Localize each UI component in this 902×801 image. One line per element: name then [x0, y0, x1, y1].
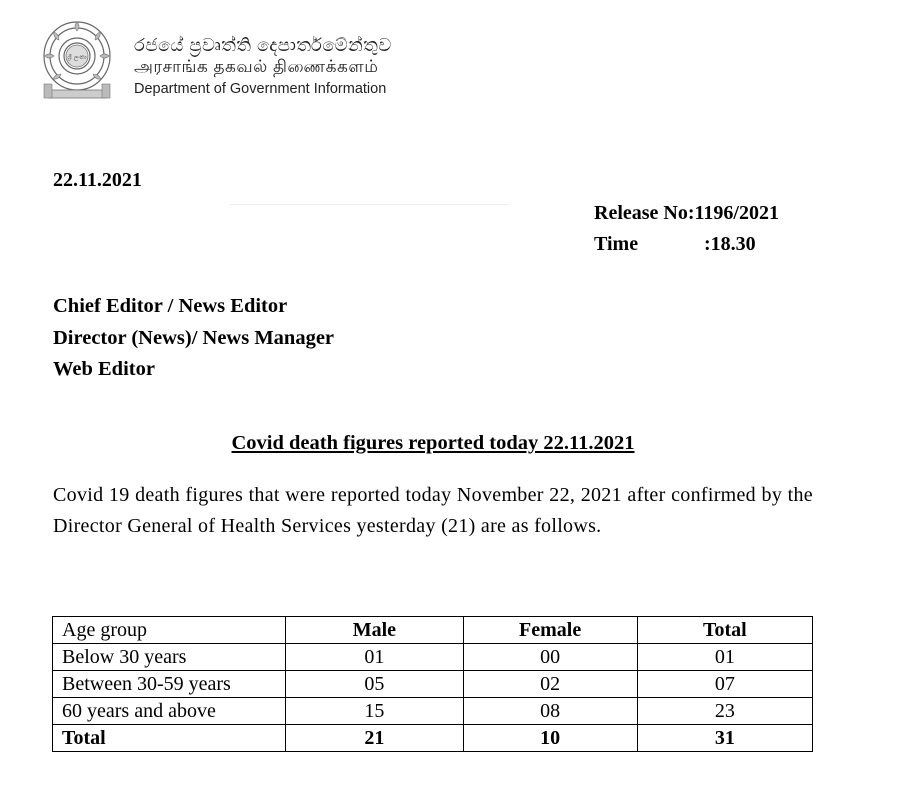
- release-info: [594, 198, 779, 260]
- column-header: Female: [463, 617, 637, 644]
- recipient: Director (News)/ News Manager: [53, 326, 335, 349]
- time-value: :18.30: [704, 233, 756, 255]
- table-cell: Below 30 years: [53, 644, 286, 671]
- table-cell: 21: [286, 725, 463, 752]
- divider: [230, 204, 510, 205]
- release-number: Release No:1196/2021: [594, 202, 779, 224]
- table-cell: 23: [637, 698, 812, 725]
- table-cell: 60 years and above: [53, 698, 286, 725]
- table-cell: Between 30-59 years: [53, 671, 286, 698]
- table-cell: 08: [463, 698, 637, 725]
- body-paragraph: Covid 19 death figures that were reported today November 22, 2021 after confirmed by the Director General of Health Services yesterday (21) are as follows.: [53, 484, 813, 537]
- time-label: Time: [594, 233, 639, 255]
- recipients-list: [53, 291, 334, 386]
- column-header: Age group: [53, 617, 286, 644]
- recipient: Web Editor: [53, 358, 155, 380]
- document-heading: Covid death figures reported today 22.11.2021: [231, 432, 635, 454]
- emblem-text: ශ්‍රී ලංකා: [67, 54, 87, 61]
- release-time: [594, 229, 779, 260]
- department-header: [134, 34, 392, 100]
- government-emblem-icon: [40, 12, 114, 102]
- table-cell: 07: [637, 671, 812, 698]
- table-total-row: [53, 725, 813, 752]
- death-figures-table: [52, 616, 813, 752]
- table-row: [53, 671, 813, 698]
- release-date: 22.11.2021: [53, 169, 142, 191]
- header-english: Department of Government Information: [134, 81, 387, 97]
- table-cell: 10: [463, 725, 637, 752]
- table-cell: 05: [286, 671, 463, 698]
- column-header: Total: [637, 617, 812, 644]
- column-header: Male: [286, 617, 463, 644]
- table-cell: Total: [53, 725, 286, 752]
- table-cell: 00: [463, 644, 637, 671]
- header-tamil: அரசாங்க தகவல் திணைக்களம்: [134, 57, 379, 76]
- table-cell: 01: [637, 644, 812, 671]
- table-row: [53, 644, 813, 671]
- table-row: [53, 698, 813, 725]
- table-cell: 15: [286, 698, 463, 725]
- table-cell: 02: [463, 671, 637, 698]
- recipient: Chief Editor / News Editor: [53, 295, 288, 317]
- table-header-row: [53, 617, 813, 644]
- table-cell: 01: [286, 644, 463, 671]
- header-sinhala: රජයේ ප්‍රවෘත්ති දෙපාර්තමේන්තුව: [134, 35, 392, 55]
- table-cell: 31: [637, 725, 812, 752]
